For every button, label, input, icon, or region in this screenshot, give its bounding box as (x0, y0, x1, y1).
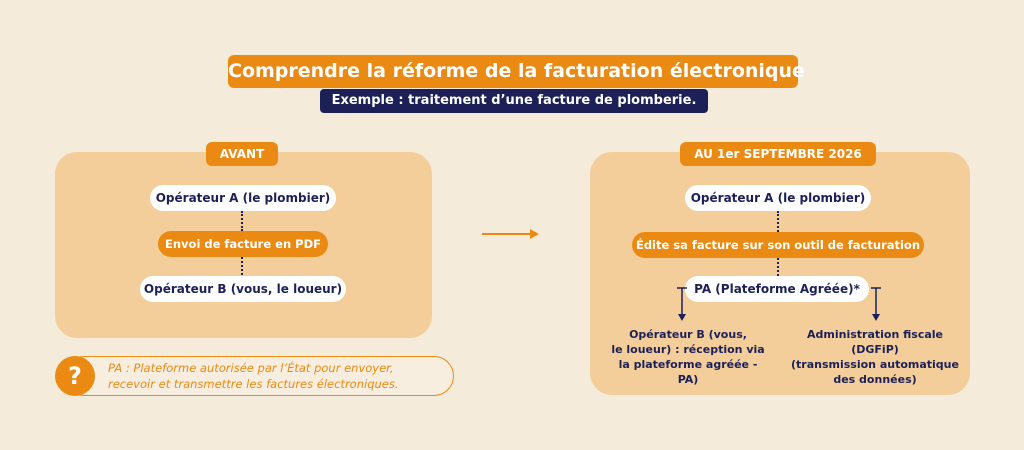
info-text (108, 360, 448, 392)
before-operator-b: Opérateur B (vous, le loueur) (140, 276, 346, 302)
branch-operator-b-line1: Opérateur B (vous, (629, 328, 747, 341)
info-text-line1: PA : Plateforme autorisée par l’État pour envoyer, (108, 361, 394, 375)
branch-operator-b-line2: le loueur) : réception via (611, 343, 765, 356)
after-connector-1 (777, 211, 779, 232)
platform-pill: PA (Plateforme Agréée)* (685, 276, 869, 302)
branch-dgfip-line2: (transmission automatique (791, 358, 959, 371)
after-step: Édite sa facture sur son outil de facturation (632, 232, 924, 258)
after-tag: AU 1er SEPTEMBRE 2026 (680, 142, 876, 166)
before-step: Envoi de facture en PDF (158, 231, 328, 257)
info-text-line2: recevoir et transmettre les factures électroniques. (108, 377, 399, 391)
branch-dgfip (784, 327, 966, 387)
branch-operator-b (608, 327, 768, 387)
page-title: Comprendre la réforme de la facturation électronique (228, 55, 798, 88)
arrow-down-icon (864, 280, 888, 326)
page-subtitle: Exemple : traitement d’une facture de plomberie. (320, 89, 708, 113)
branch-dgfip-line1: Administration fiscale (DGFiP) (807, 328, 943, 356)
branch-operator-b-line3: la plateforme agréée - PA) (618, 358, 758, 386)
before-operator-a: Opérateur A (le plombier) (150, 185, 336, 211)
after-connector-2 (777, 258, 779, 276)
branch-dgfip-line3: des données) (833, 373, 917, 386)
arrow-down-icon (670, 280, 694, 326)
arrow-right-icon (482, 233, 530, 235)
before-tag: AVANT (206, 142, 278, 166)
arrow-right-icon-head (530, 229, 539, 239)
before-connector-2 (241, 257, 243, 275)
after-operator-a: Opérateur A (le plombier) (685, 185, 871, 211)
question-mark-icon: ? (55, 356, 95, 396)
before-connector-1 (241, 211, 243, 231)
